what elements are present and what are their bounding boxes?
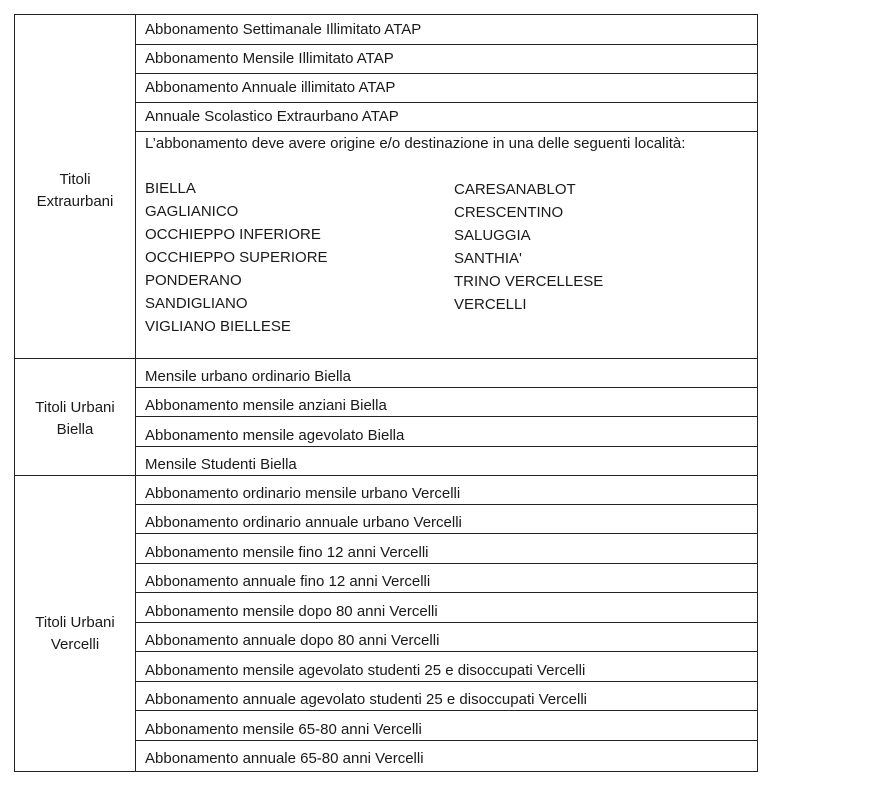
row-divider bbox=[135, 504, 757, 505]
row-divider bbox=[135, 73, 757, 74]
table-row: Abbonamento mensile 65-80 anni Vercelli bbox=[145, 721, 422, 738]
row-divider bbox=[135, 622, 757, 623]
row-divider bbox=[135, 563, 757, 564]
location-item: SANDIGLIANO bbox=[145, 295, 248, 312]
table-row: Abbonamento mensile agevolato Biella bbox=[145, 427, 405, 444]
row-divider bbox=[135, 651, 757, 652]
group-label-extraurbani bbox=[15, 169, 135, 213]
table-row: Abbonamento Annuale illimitato ATAP bbox=[145, 79, 396, 96]
location-item: BIELLA bbox=[145, 180, 196, 197]
section-divider bbox=[15, 475, 757, 476]
table-row: Abbonamento ordinario mensile urbano Vercelli bbox=[145, 485, 461, 502]
table-row: Abbonamento annuale agevolato studenti 25 e disoccupati Vercelli bbox=[145, 691, 587, 708]
group-label-line: Vercelli bbox=[50, 636, 100, 653]
location-note: L’abbonamento deve avere origine e/o destinazione in una delle seguenti località: bbox=[145, 135, 686, 152]
location-item: CRESCENTINO bbox=[454, 204, 564, 221]
location-item: TRINO VERCELLESE bbox=[454, 273, 604, 290]
table-row: Abbonamento annuale 65-80 anni Vercelli bbox=[145, 750, 424, 767]
location-item: OCCHIEPPO SUPERIORE bbox=[145, 249, 328, 266]
table-row: Abbonamento annuale fino 12 anni Vercelli bbox=[145, 573, 431, 590]
row-divider bbox=[135, 416, 757, 417]
row-divider bbox=[135, 681, 757, 682]
location-item: OCCHIEPPO INFERIORE bbox=[145, 226, 321, 243]
location-item: VERCELLI bbox=[454, 296, 527, 313]
table-row: Abbonamento mensile anziani Biella bbox=[145, 397, 387, 414]
table-row: Abbonamento Mensile Illimitato ATAP bbox=[145, 50, 394, 67]
table-row: Mensile urbano ordinario Biella bbox=[145, 368, 351, 385]
location-item: CARESANABLOT bbox=[454, 181, 576, 198]
table-row: Abbonamento mensile agevolato studenti 25 e disoccupati Vercelli bbox=[145, 662, 586, 679]
table-row: Annuale Scolastico Extraurbano ATAP bbox=[145, 108, 399, 125]
location-list-right bbox=[454, 178, 603, 316]
group-label-line: Titoli Urbani bbox=[35, 614, 115, 631]
row-divider bbox=[135, 131, 757, 132]
row-divider bbox=[135, 446, 757, 447]
table-row: Abbonamento mensile fino 12 anni Vercelli bbox=[145, 544, 429, 561]
row-divider bbox=[135, 44, 757, 45]
table-row: Abbonamento Settimanale Illimitato ATAP bbox=[145, 21, 422, 38]
group-label-line: Extraurbani bbox=[36, 193, 114, 210]
row-divider bbox=[135, 740, 757, 741]
location-item: PONDERANO bbox=[145, 272, 242, 289]
row-divider bbox=[135, 102, 757, 103]
group-label-line: Titoli bbox=[59, 171, 91, 188]
row-divider bbox=[135, 710, 757, 711]
location-item: SALUGGIA bbox=[454, 227, 531, 244]
row-divider bbox=[135, 533, 757, 534]
location-item: SANTHIA' bbox=[454, 250, 522, 267]
location-item: GAGLIANICO bbox=[145, 203, 239, 220]
section-divider bbox=[15, 358, 757, 359]
location-list-left bbox=[145, 177, 328, 338]
group-label-line: Titoli Urbani bbox=[35, 399, 115, 416]
row-divider bbox=[135, 387, 757, 388]
ticket-table bbox=[14, 14, 758, 772]
group-label-line: Biella bbox=[56, 421, 94, 438]
location-item: VIGLIANO BIELLESE bbox=[145, 318, 291, 335]
table-row: Abbonamento ordinario annuale urbano Vercelli bbox=[145, 514, 462, 531]
table-row: Abbonamento mensile dopo 80 anni Vercelli bbox=[145, 603, 438, 620]
table-row: Mensile Studenti Biella bbox=[145, 456, 297, 473]
group-label-biella bbox=[15, 397, 135, 441]
row-divider bbox=[135, 592, 757, 593]
column-divider bbox=[135, 14, 136, 772]
table-row: Abbonamento annuale dopo 80 anni Vercelli bbox=[145, 632, 440, 649]
group-label-vercelli bbox=[15, 612, 135, 656]
